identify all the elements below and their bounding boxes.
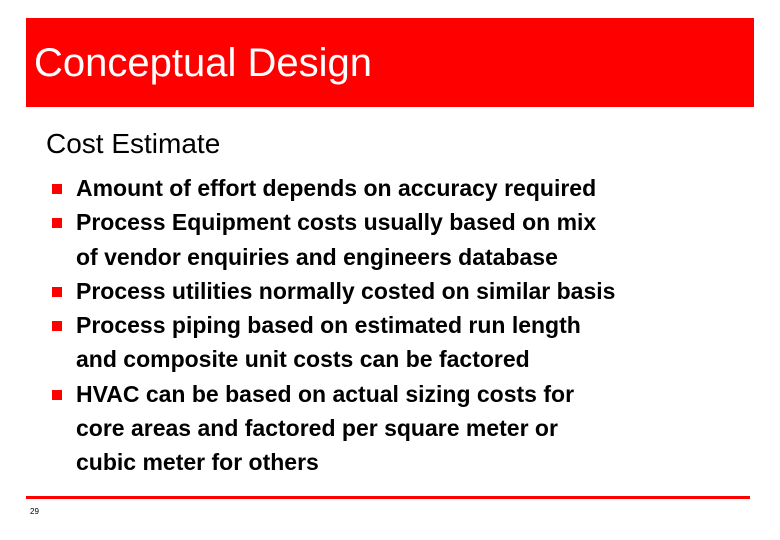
bullet-line: cubic meter for others [76, 449, 319, 476]
footer-divider [26, 496, 750, 499]
square-bullet-icon [52, 218, 62, 228]
bullet-line: Process Equipment costs usually based on mix [76, 209, 597, 236]
bullet-list [46, 171, 746, 480]
bullet-line: of vendor enquiries and engineers database [76, 243, 558, 270]
page-number: 29 [30, 507, 39, 516]
slide-subtitle: Cost Estimate [46, 128, 221, 159]
bullet-line: Process piping based on estimated run length [76, 312, 581, 339]
bullet-line: Process utilities normally costed on similar basis [76, 277, 616, 304]
square-bullet-icon [52, 321, 62, 331]
bullet-line: core areas and factored per square meter or [76, 415, 558, 442]
square-bullet-icon [52, 390, 62, 400]
square-bullet-icon [52, 184, 62, 194]
bullet-item [46, 274, 746, 308]
bullet-item [46, 308, 746, 377]
bullet-item [46, 171, 746, 205]
bullet-line: Amount of effort depends on accuracy required [76, 175, 597, 201]
bullet-line: HVAC can be based on actual sizing costs for [76, 380, 575, 407]
bullet-item [46, 205, 746, 274]
bullet-line: and composite unit costs can be factored [76, 346, 530, 373]
bullet-item [46, 377, 746, 480]
square-bullet-icon [52, 287, 62, 297]
slide-title: Conceptual Design [34, 41, 372, 85]
title-bar [26, 18, 754, 107]
